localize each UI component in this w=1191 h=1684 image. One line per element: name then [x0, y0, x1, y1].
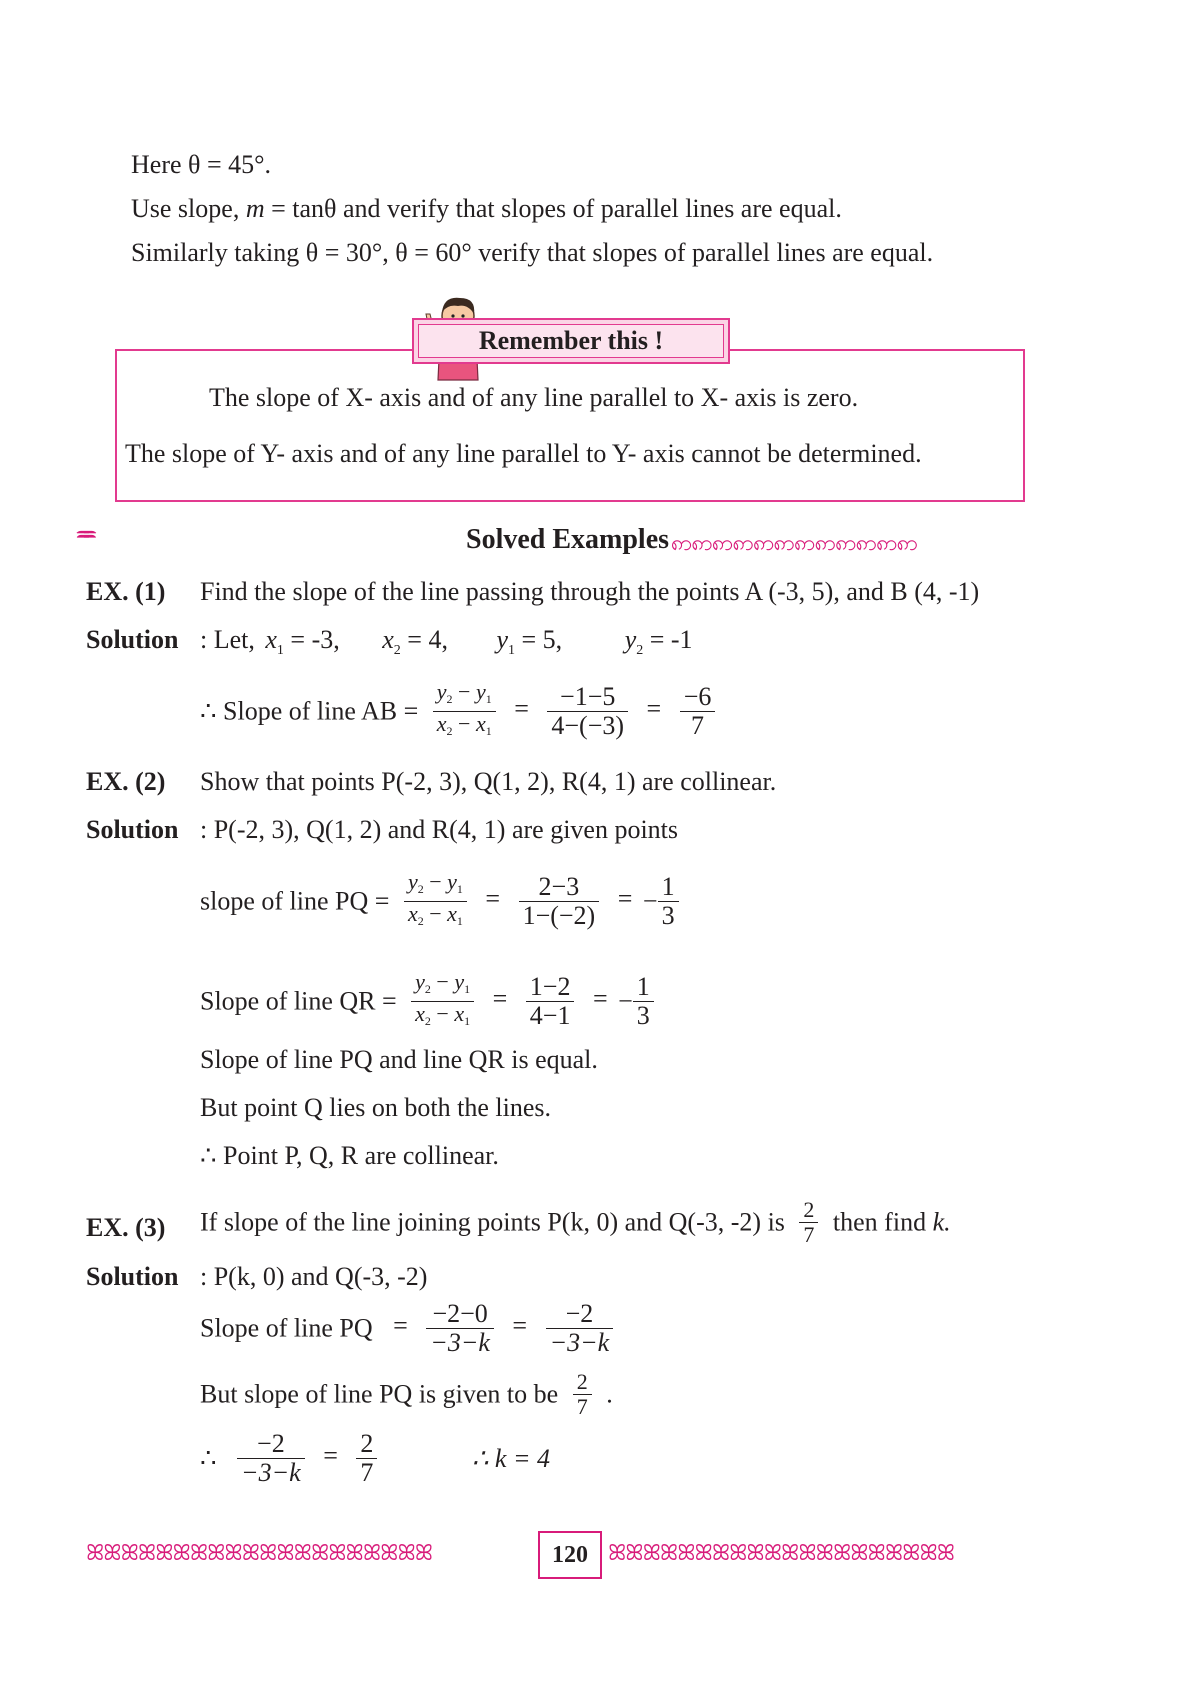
ex1-solution-label: Solution	[86, 625, 179, 654]
intro-line-1: Here θ = 45°.	[131, 150, 272, 179]
intro-line-2: Use slope, m = tanθ and verify that slopes of parallel lines are equal.	[131, 194, 842, 223]
footer-ornament-right: ꕤꕤꕤꕤꕤꕤꕤꕤꕤꕤꕤꕤꕤꕤꕤꕤꕤꕤꕤꕤ	[608, 1540, 955, 1565]
ex3-slope-pq: Slope of line PQ = $\frac{-2-0}{-3-k}$ = $\frac{-2}{-3-k}$	[200, 1300, 621, 1357]
solved-examples-header	[86, 522, 1046, 562]
remember-title-box	[412, 318, 730, 364]
remember-title: Remember this !	[418, 324, 724, 358]
ex2-label: EX. (2)	[86, 767, 166, 796]
ex3-equation: ∴ $\frac{-2}{-3-k}$ = $\frac{2}{7}$ ∴ k = 4	[200, 1429, 550, 1487]
solved-examples-title: Solved Examples	[466, 524, 670, 555]
right-ornament: ꩱꩱꩱꩱꩱꩱꩱꩱꩱꩱꩱꩱ	[671, 530, 918, 555]
ex2-slope-pq: slope of line PQ = $\frac{y_2 - y_1}{x_2 - x_1}$ = $\frac{2-3}{1-(-2)}$ = − $\frac{1}{3}$	[200, 870, 687, 933]
intro-line-3: Similarly taking θ = 30°, θ = 60° verify that slopes of parallel lines are equal.	[131, 238, 934, 267]
ex2-question: Show that points P(-2, 3), Q(1, 2), R(4, 1) are collinear.	[200, 767, 777, 796]
ex2-conclusion-b: But point Q lies on both the lines.	[200, 1093, 551, 1122]
ex3-solution-text: : P(k, 0) and Q(-3, -2)	[200, 1262, 428, 1291]
ex2-conclusion-c: ∴ Point P, Q, R are collinear.	[200, 1141, 499, 1170]
page-number: 120	[538, 1531, 602, 1579]
ex1-question: Find the slope of the line passing through the points A (-3, 5), and B (4, -1)	[200, 577, 980, 606]
ex1-label: EX. (1)	[86, 577, 166, 606]
ex3-label: EX. (3)	[86, 1213, 166, 1242]
footer-ornament-left: ꕤꕤꕤꕤꕤꕤꕤꕤꕤꕤꕤꕤꕤꕤꕤꕤꕤꕤꕤꕤ	[86, 1540, 433, 1565]
ex2-solution-label: Solution	[86, 815, 179, 844]
ex3-given-slope: But slope of line PQ is given to be $\frac{2}{7}$ .	[200, 1369, 613, 1419]
slope-formula-fraction: $\frac{y_2 - y_1}{x_2 - x_1}$	[433, 680, 496, 743]
ex3-solution-label: Solution	[86, 1262, 179, 1291]
ex3-question: If slope of the line joining points P(k, 0) and Q(-3, -2) is $\frac{2}{7}$ then find k.	[200, 1197, 951, 1247]
ex1-given-values: : Let, $x_1 = -3$, $x_2 = 4$, $y_1 = 5$, $y_2 = -1$	[200, 625, 693, 658]
ex1-slope-calculation: ∴ Slope of line AB = $\frac{y_2 - y_1}{x_2 - x_1}$ = $\frac{-1-5}{4-(-3)}$ = $\frac{-6}{7}$	[200, 680, 723, 743]
remember-line-2: The slope of Y- axis and of any line parallel to Y- axis cannot be determined.	[125, 439, 922, 468]
remember-line-1: The slope of X- axis and of any line parallel to X- axis is zero.	[209, 383, 859, 412]
ex2-conclusion-a: Slope of line PQ and line QR is equal.	[200, 1045, 598, 1074]
ex2-slope-qr: Slope of line QR = $\frac{y_2 - y_1}{x_2 - x_1}$ = $\frac{1-2}{4-1}$ = − $\frac{1}{3}$	[200, 970, 662, 1033]
remember-box	[115, 349, 1025, 502]
ex2-solution-text: : P(-2, 3), Q(1, 2) and R(4, 1) are given points	[200, 815, 679, 844]
